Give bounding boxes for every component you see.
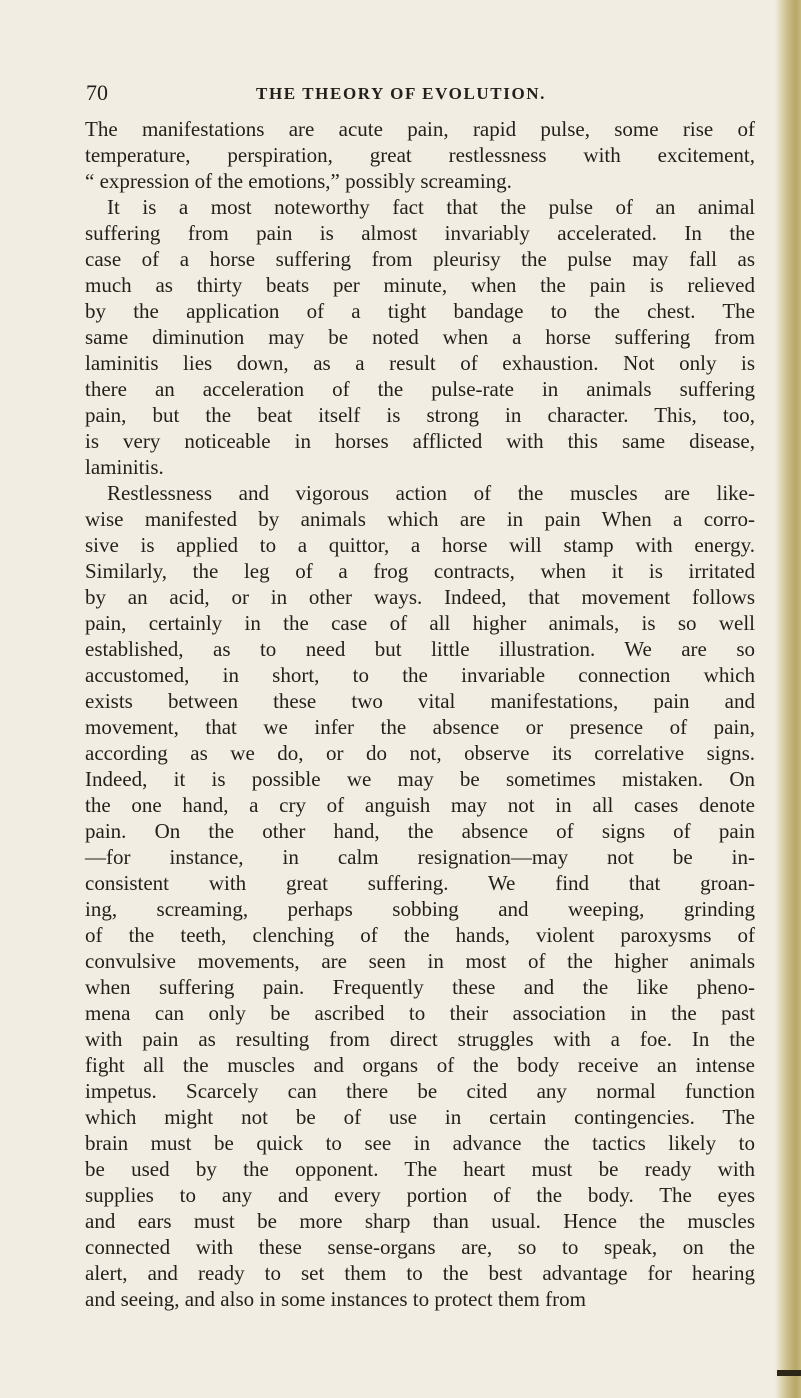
text-line: convulsive movements, are seen in most of the higher animals [85, 949, 755, 973]
paragraph [85, 480, 755, 1312]
text-line: brain must be quick to see in advance the tactics likely to [85, 1131, 755, 1155]
text-line: established, as to need but little illustration. We are so [85, 637, 755, 661]
text-line: is very noticeable in horses afflicted with this same disease, [85, 429, 755, 453]
text-line: same diminution may be noted when a horse suffering from [85, 325, 755, 349]
text-line: Indeed, it is possible we may be sometimes mistaken. On [85, 767, 755, 791]
text-line: laminitis lies down, as a result of exhaustion. Not only is [85, 351, 755, 375]
paragraph [85, 116, 755, 194]
text-line: ing, screaming, perhaps sobbing and weeping, grinding [85, 897, 755, 921]
text-line: consistent with great suffering. We find that groan- [85, 871, 755, 895]
text-line: the one hand, a cry of anguish may not in all cases denote [85, 793, 755, 817]
text-line: impetus. Scarcely can there be cited any normal function [85, 1079, 755, 1103]
text-line: “ expression of the emotions,” possibly screaming. [85, 169, 512, 193]
page-edge-shadow [775, 0, 801, 1398]
text-line: with pain as resulting from direct struggles with a foe. In the [85, 1027, 755, 1051]
text-line: Similarly, the leg of a frog contracts, when it is irritated [85, 559, 755, 583]
text-line: —for instance, in calm resignation—may not be in- [85, 845, 755, 869]
text-line: case of a horse suffering from pleurisy the pulse may fall as [85, 247, 755, 271]
text-line: sive is applied to a quittor, a horse will stamp with energy. [85, 533, 755, 557]
text-line: wise manifested by animals which are in pain When a corro- [85, 507, 755, 531]
text-line: connected with these sense-organs are, so to speak, on the [85, 1235, 755, 1259]
text-line: and ears must be more sharp than usual. Hence the muscles [85, 1209, 755, 1233]
text-line: pain. On the other hand, the absence of signs of pain [85, 819, 755, 843]
text-line: It is a most noteworthy fact that the pulse of an animal [107, 195, 755, 219]
text-line: there an acceleration of the pulse-rate in animals suffering [85, 377, 755, 401]
text-line: by the application of a tight bandage to the chest. The [85, 299, 755, 323]
running-title: THE THEORY OF EVOLUTION. [256, 84, 546, 103]
text-line: accustomed, in short, to the invariable connection which [85, 663, 755, 687]
text-line: fight all the muscles and organs of the body receive an intense [85, 1053, 755, 1077]
text-line: according as we do, or do not, observe its correlative signs. [85, 741, 755, 765]
page-edge-mark [777, 1370, 801, 1376]
text-line: temperature, perspiration, great restlessness with excitement, [85, 143, 755, 167]
text-line: alert, and ready to set them to the best advantage for hearing [85, 1261, 755, 1285]
text-line: when suffering pain. Frequently these and the like pheno- [85, 975, 755, 999]
body-text [85, 116, 755, 1312]
text-line: and seeing, and also in some instances to protect them from [85, 1287, 586, 1311]
text-line: supplies to any and every portion of the body. The eyes [85, 1183, 755, 1207]
page-number: 70 [86, 80, 108, 105]
text-line: be used by the opponent. The heart must be ready with [85, 1157, 755, 1181]
text-line: exists between these two vital manifestations, pain and [85, 689, 755, 713]
text-line: suffering from pain is almost invariably accelerated. In the [85, 221, 755, 245]
text-line: by an acid, or in other ways. Indeed, that movement follows [85, 585, 755, 609]
text-line: movement, that we infer the absence or presence of pain, [85, 715, 755, 739]
text-line: mena can only be ascribed to their association in the past [85, 1001, 755, 1025]
text-line: pain, but the beat itself is strong in character. This, too, [85, 403, 755, 427]
text-line: Restlessness and vigorous action of the muscles are like- [107, 481, 755, 505]
paragraph [85, 194, 755, 480]
text-line: which might not be of use in certain contingencies. The [85, 1105, 755, 1129]
text-line: laminitis. [85, 455, 164, 479]
text-line: pain, certainly in the case of all higher animals, is so well [85, 611, 755, 635]
page-header [86, 80, 746, 110]
text-line: of the teeth, clenching of the hands, violent paroxysms of [85, 923, 755, 947]
text-line: The manifestations are acute pain, rapid pulse, some rise of [85, 117, 755, 141]
text-line: much as thirty beats per minute, when the pain is relieved [85, 273, 755, 297]
